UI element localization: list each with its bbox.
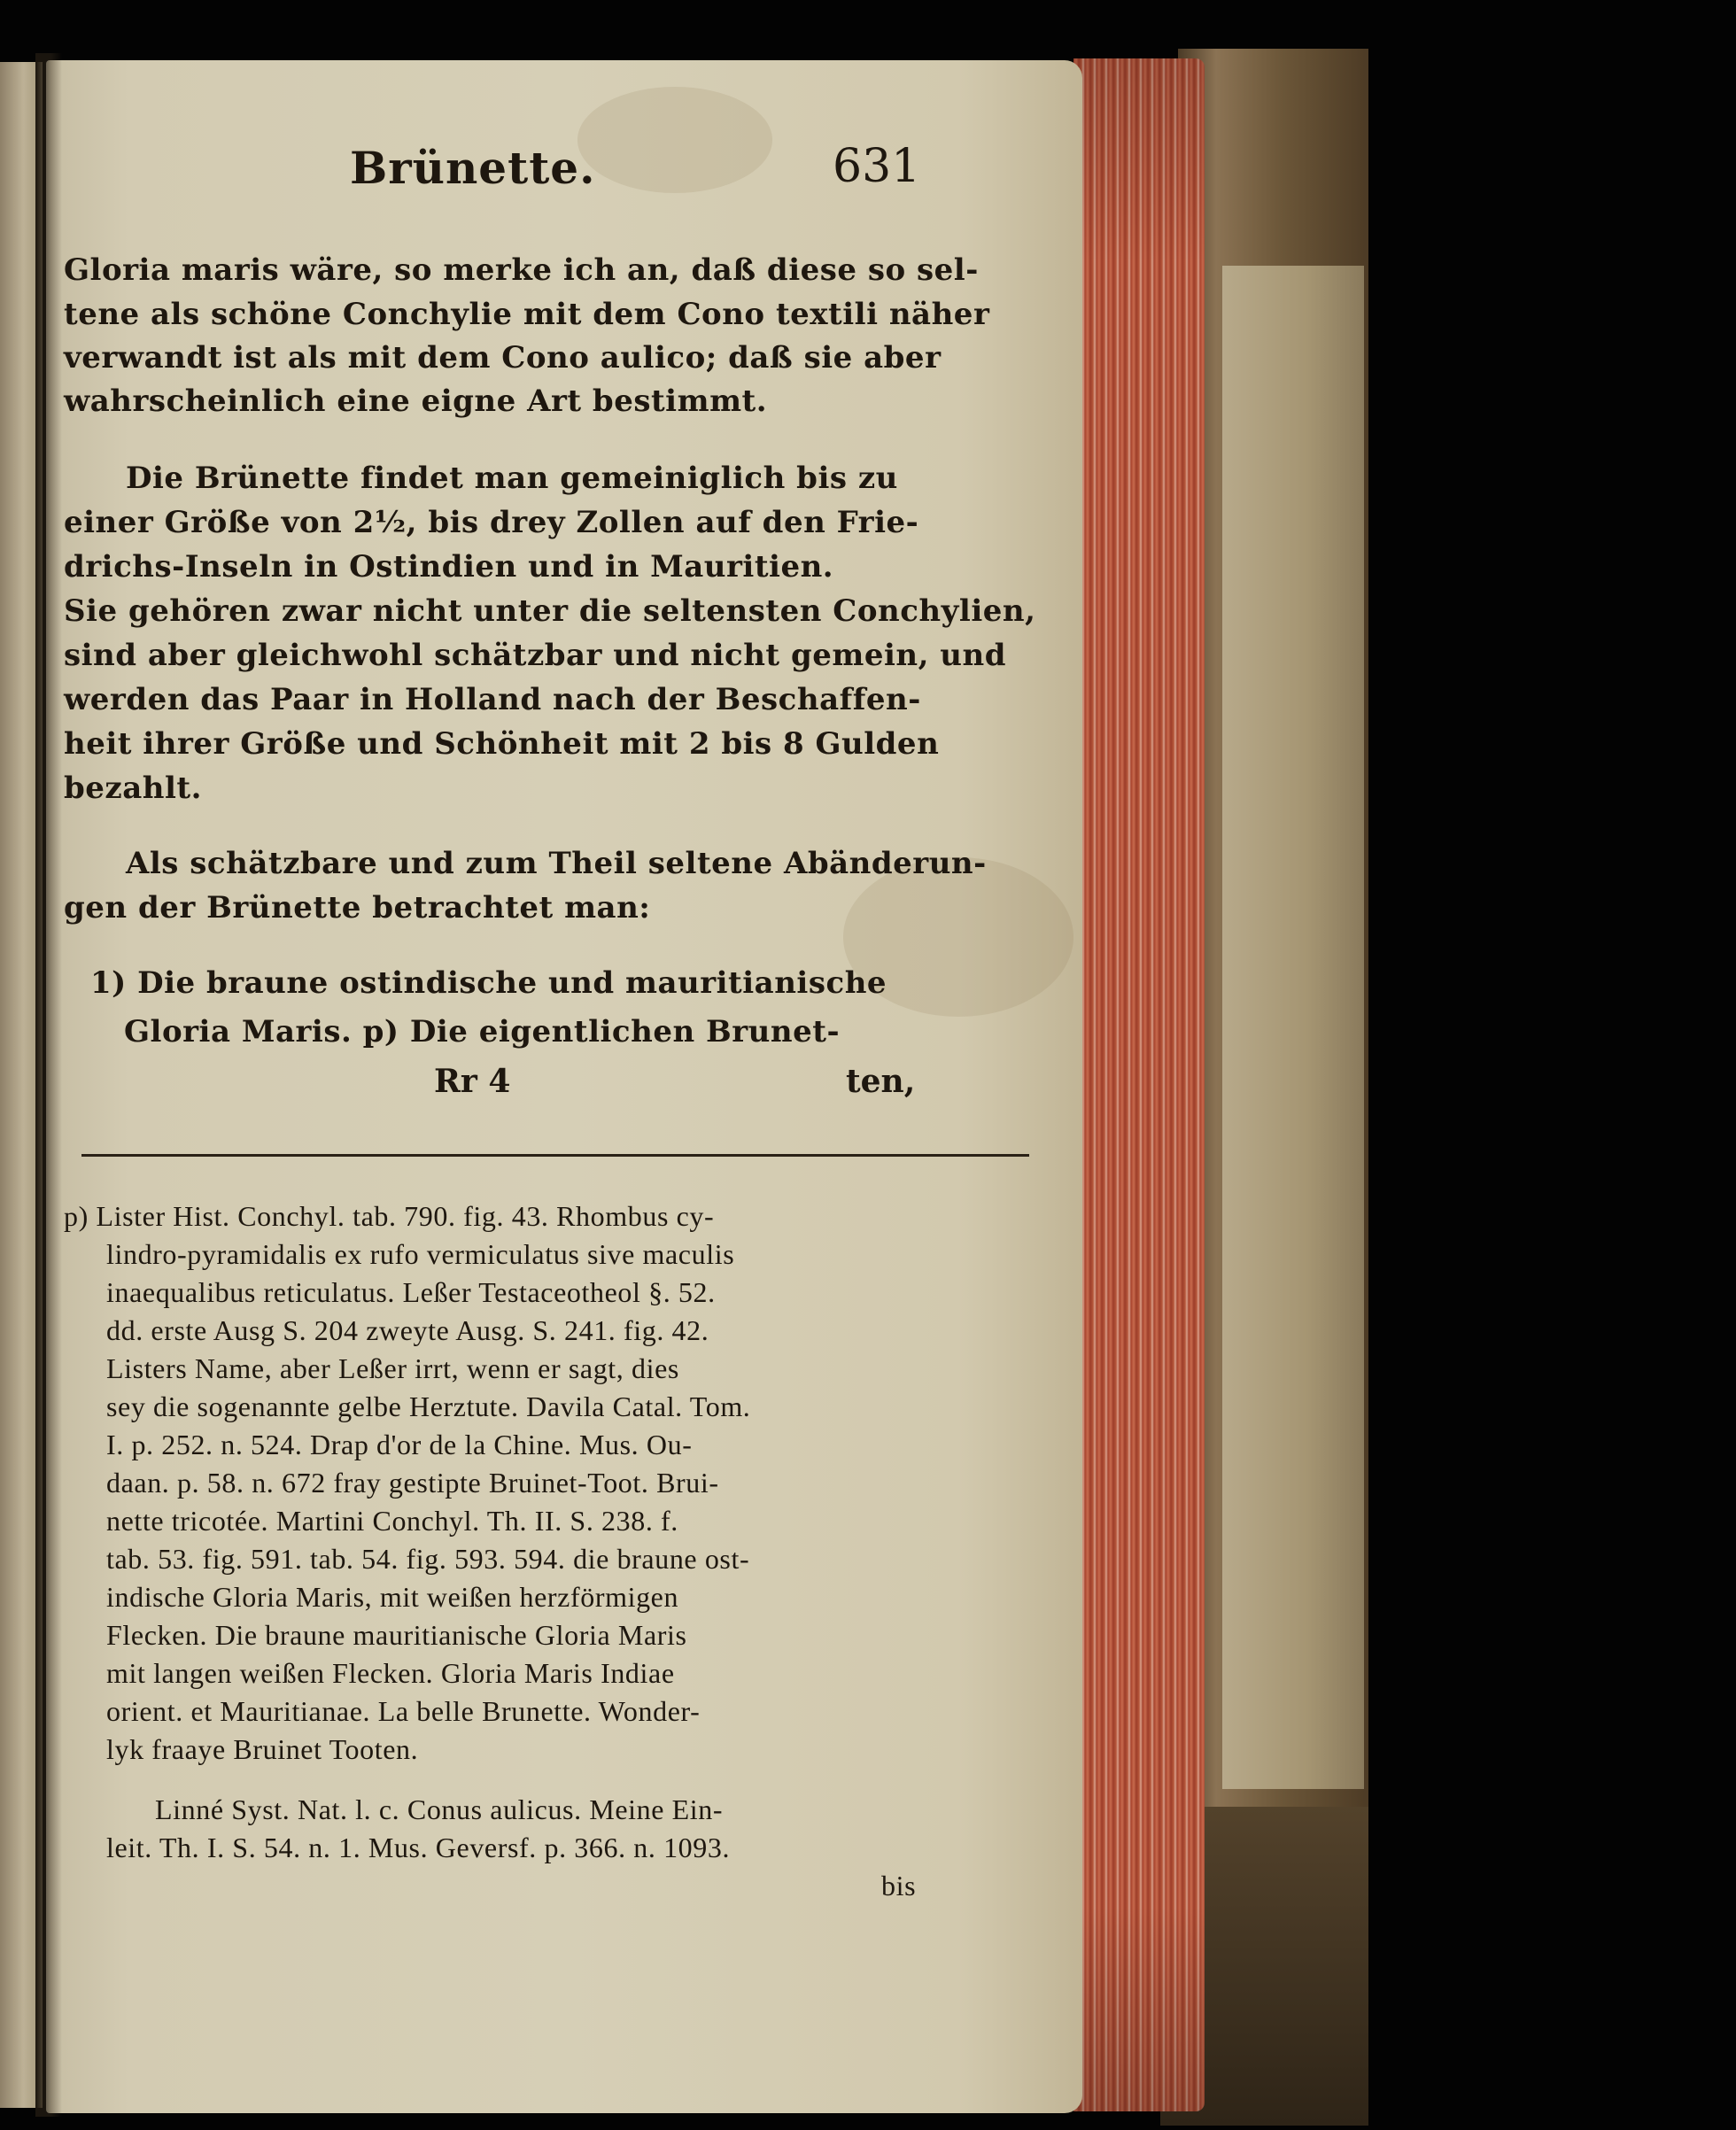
footnote-line: Flecken. Die braune mauritianische Gloria Maris: [106, 1619, 687, 1651]
cover-board: [1222, 266, 1364, 1789]
body-line: heit ihrer Größe und Schönheit mit 2 bis 8 Gulden: [64, 726, 940, 762]
footnote-line: lindro-pyramidalis ex rufo vermiculatus sive maculis: [106, 1238, 735, 1270]
body-line: verwandt ist als mit dem Cono aulico; daß sie aber: [64, 340, 942, 376]
body-line: Gloria Maris. p) Die eigentlichen Brunet-: [124, 1014, 841, 1050]
footnote-line: dd. erste Ausg S. 204 zweyte Ausg. S. 241. fig. 42.: [106, 1314, 709, 1346]
footnote-line: leit. Th. I. S. 54. n. 1. Mus. Geversf. p. 366. n. 1093.: [106, 1832, 731, 1863]
body-line: Sie gehören zwar nicht unter die seltensten Conchylien,: [64, 593, 1036, 629]
body-line: wahrscheinlich eine eigne Art bestimmt.: [64, 383, 768, 419]
body-line: bezahlt.: [64, 771, 202, 806]
body-line: Gloria maris wäre, so merke ich an, daß diese so sel-: [64, 252, 979, 288]
catchword: ten,: [846, 1063, 916, 1100]
footnote-line: Linné Syst. Nat. l. c. Conus aulicus. Meine Ein-: [155, 1793, 724, 1825]
body-line: drichs-Inseln in Ostindien und in Mauritien.: [64, 549, 834, 585]
footnote-line: mit langen weißen Flecken. Gloria Maris Indiae: [106, 1657, 675, 1689]
body-line: 1) Die braune ostindische und mauritianische: [90, 965, 887, 1001]
footnote-line: p) Lister Hist. Conchyl. tab. 790. fig. 43. Rhombus cy-: [64, 1200, 715, 1232]
footnote-line: sey die sogenannte gelbe Herztute. Davila Catal. Tom.: [106, 1390, 751, 1422]
body-line: gen der Brünette betrachtet man:: [64, 890, 651, 926]
body-line: werden das Paar in Holland nach der Beschaffen-: [64, 682, 921, 717]
footnote-line: daan. p. 58. n. 672 fray gestipte Bruinet-Toot. Brui-: [106, 1467, 719, 1499]
footnote-line: Listers Name, aber Leßer irrt, wenn er sagt, dies: [106, 1352, 679, 1384]
footnote-line: lyk fraaye Bruinet Tooten.: [106, 1733, 419, 1765]
footnote-rule: [81, 1154, 1029, 1157]
footnote-line: orient. et Mauritianae. La belle Brunette. Wonder-: [106, 1695, 701, 1727]
body-line: einer Größe von 2½, bis drey Zollen auf den Frie-: [64, 505, 919, 540]
signature-mark: Rr 4: [434, 1063, 511, 1100]
body-line: Als schätzbare und zum Theil seltene Abänderun-: [126, 846, 987, 881]
gutter-shadow: [35, 53, 62, 2117]
body-line: tene als schöne Conchylie mit dem Cono textili näher: [64, 297, 990, 332]
footnote-line: I. p. 252. n. 524. Drap d'or de la Chine. Mus. Ou-: [106, 1429, 693, 1460]
body-line: Die Brünette findet man gemeiniglich bis zu: [126, 461, 898, 496]
running-head: Brünette.: [350, 142, 596, 194]
page-number: 631: [833, 140, 921, 193]
footnote-line: indische Gloria Maris, mit weißen herzförmigen: [106, 1581, 679, 1613]
footnote-line: inaequalibus reticulatus. Leßer Testaceotheol §. 52.: [106, 1276, 716, 1308]
footnote-line: nette tricotée. Martini Conchyl. Th. II. S. 238. f.: [106, 1505, 678, 1537]
body-line: sind aber gleichwohl schätzbar und nicht gemein, und: [64, 638, 1006, 673]
footnote-line: tab. 53. fig. 591. tab. 54. fig. 593. 594. die braune ost-: [106, 1543, 750, 1575]
footnote-line: bis: [881, 1870, 917, 1902]
